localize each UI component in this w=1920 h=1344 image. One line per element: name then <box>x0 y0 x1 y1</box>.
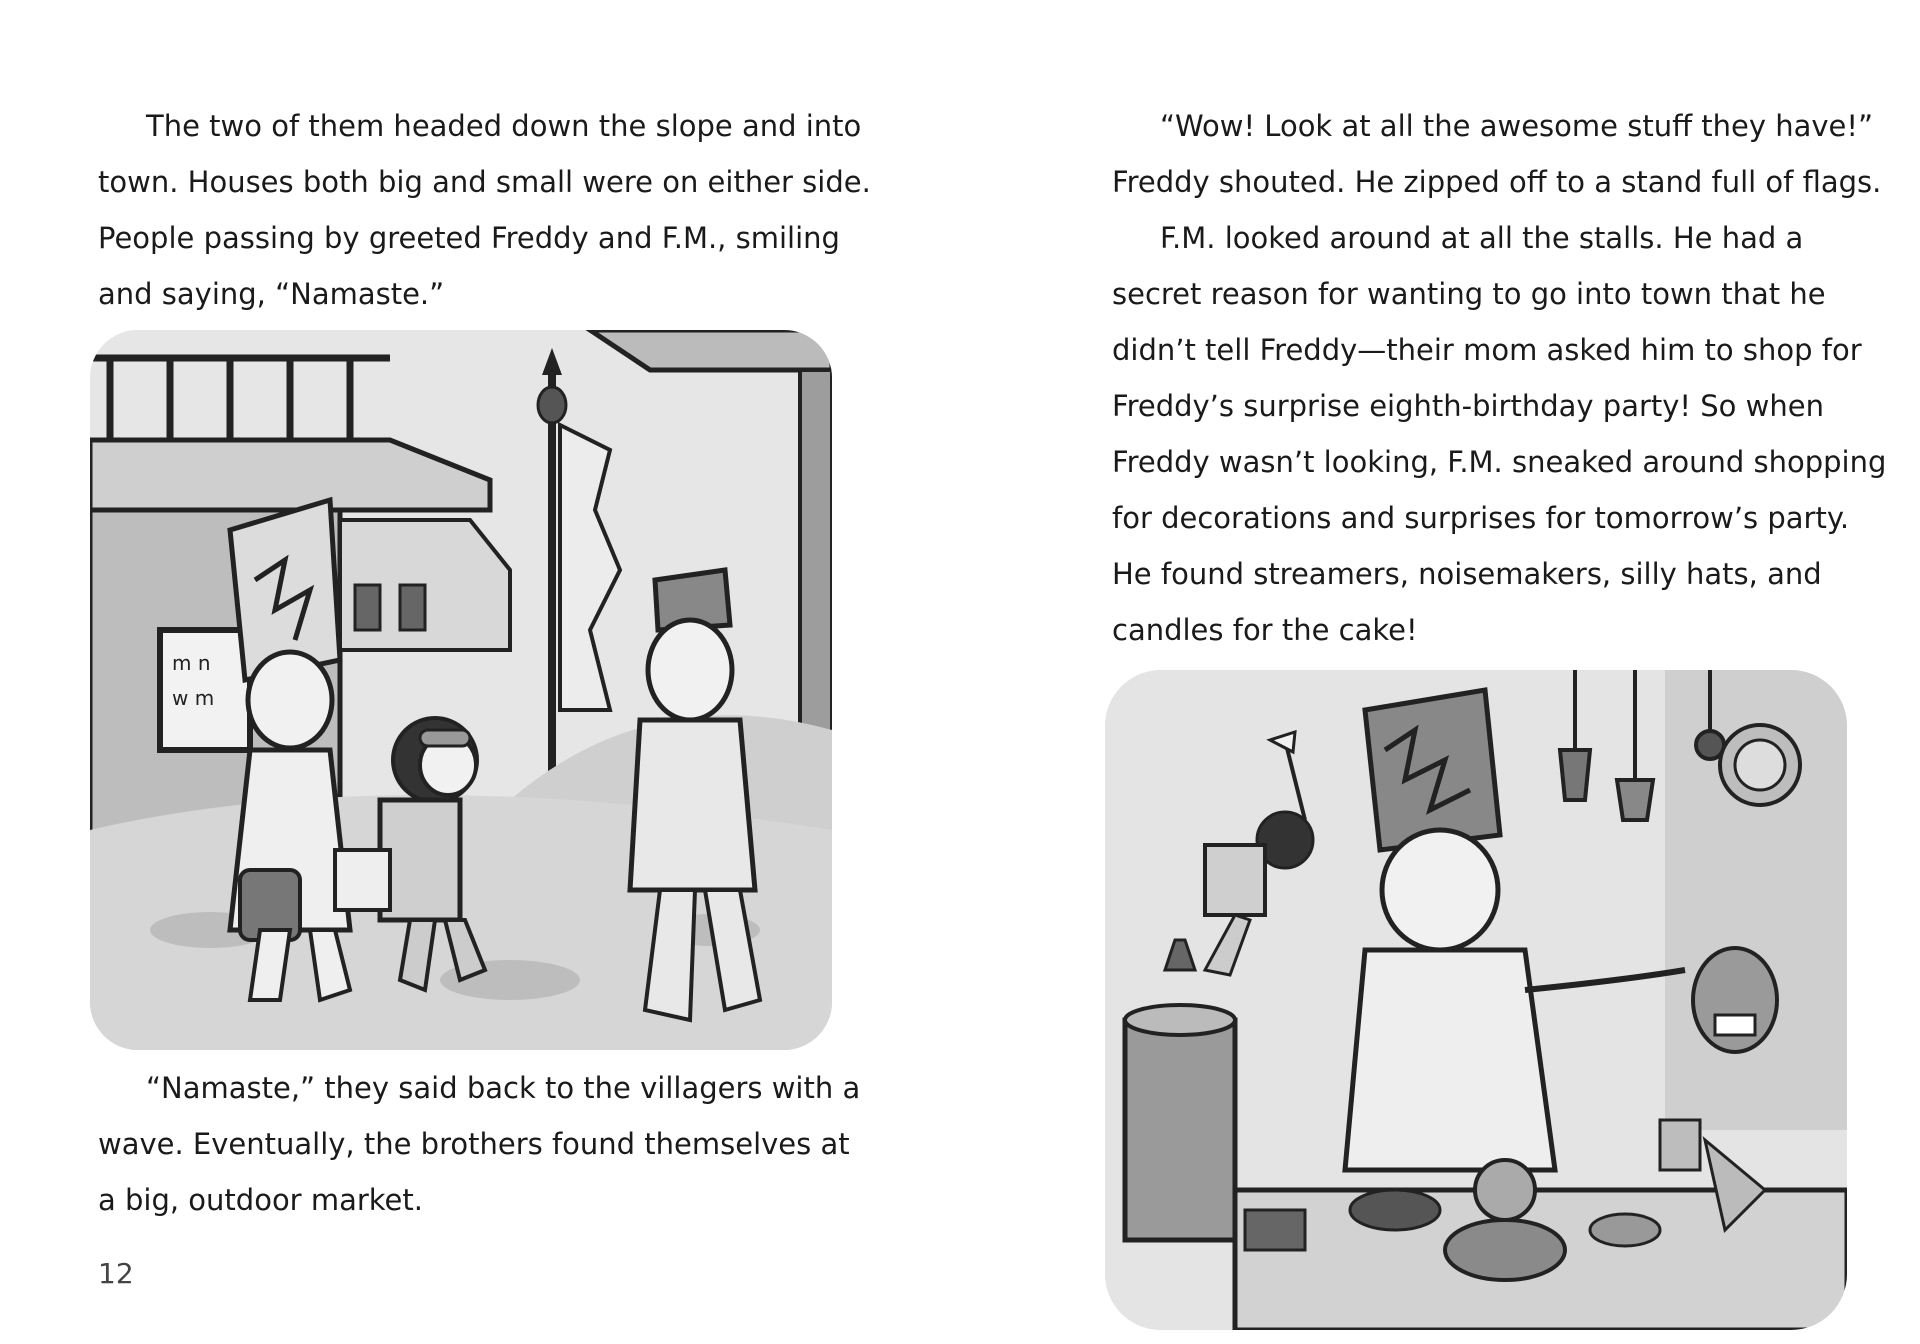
text-line: People passing by greeted Freddy and F.M., smiling <box>98 221 840 255</box>
market-stall-illustration <box>1105 670 1847 1330</box>
demon-mask <box>1693 948 1777 1052</box>
left-paragraph-1 <box>98 98 871 322</box>
page-number: 12 <box>98 1257 134 1290</box>
right-page <box>960 0 1920 1344</box>
left-paragraph-2 <box>98 1060 861 1228</box>
sign-text: w m <box>172 686 215 710</box>
text-line: “Wow! Look at all the awesome stuff they have!” <box>1160 109 1874 143</box>
text-line: Freddy wasn’t looking, F.M. sneaked around shopping <box>1112 445 1887 479</box>
text-line: F.M. looked around at all the stalls. He had a <box>1160 221 1804 255</box>
text-line: a big, outdoor market. <box>98 1183 423 1217</box>
text-line: candles for the cake! <box>1112 613 1418 647</box>
text-line: didn’t tell Freddy—their mom asked him to shop for <box>1112 333 1862 367</box>
text-line: wave. Eventually, the brothers found themselves at <box>98 1127 850 1161</box>
villager-tall-hat <box>230 500 350 1000</box>
text-line: Freddy’s surprise eighth-birthday party! So when <box>1112 389 1824 423</box>
right-paragraph-1 <box>1112 98 1882 210</box>
text-line: secret reason for wanting to go into town that he <box>1112 277 1826 311</box>
right-paragraph-2 <box>1112 210 1887 658</box>
text-line: Freddy shouted. He zipped off to a stand full of flags. <box>1112 165 1882 199</box>
sign-text: m n <box>172 651 211 675</box>
text-line: town. Houses both big and small were on either side. <box>98 165 871 199</box>
street-greeting-illustration <box>90 330 832 1050</box>
text-line: The two of them headed down the slope and into <box>146 109 862 143</box>
sun-mask <box>1720 725 1800 805</box>
text-line: and saying, “Namaste.” <box>98 277 445 311</box>
text-line: “Namaste,” they said back to the villagers with a <box>146 1071 861 1105</box>
text-line: for decorations and surprises for tomorrow’s party. <box>1112 501 1850 535</box>
text-line: He found streamers, noisemakers, silly hats, and <box>1112 557 1822 591</box>
